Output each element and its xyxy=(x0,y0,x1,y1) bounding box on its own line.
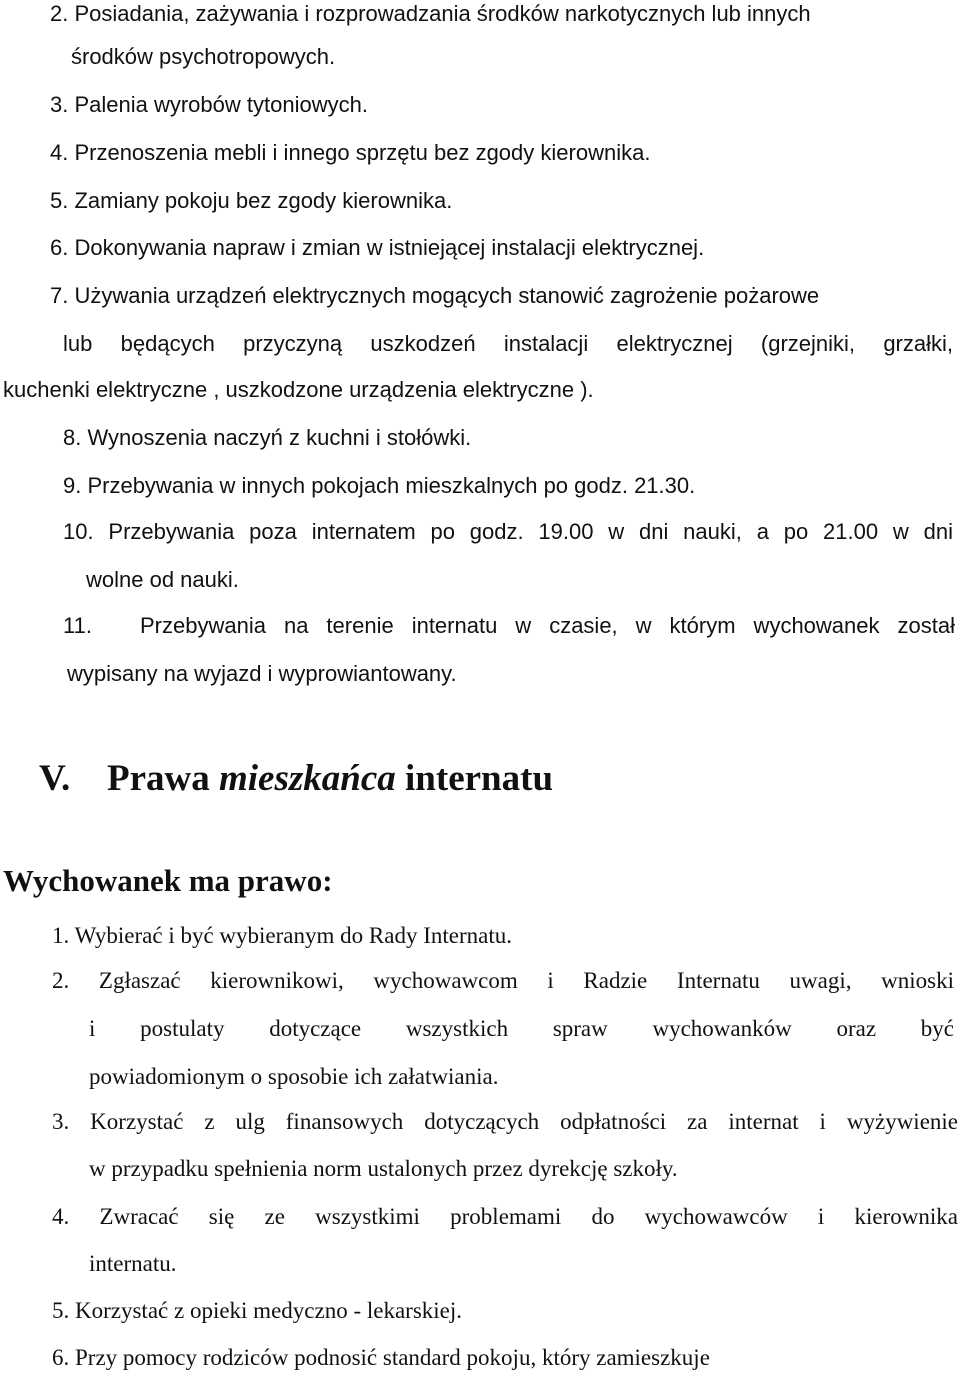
prohibition-item-5: 5. Zamiany pokoju bez zgody kierownika. xyxy=(50,188,453,213)
prohibition-item-7-line-2: lub będących przyczyną uszkodzeń instalacji elektrycznej (grzejniki, grzałki, xyxy=(63,331,953,356)
right-item-5: 5. Korzystać z opieki medyczno - lekarskiej. xyxy=(52,1298,463,1323)
right-item-4-line-1: 4. Zwracać się ze wszystkimi problemami do wychowawców i kierownika xyxy=(52,1204,958,1229)
right-item-3-line-2: w przypadku spełnienia norm ustalonych przez dyrekcję szkoły. xyxy=(89,1156,678,1181)
section-title-end: internatu xyxy=(395,758,554,799)
prohibition-item-2-line-2: środków psychotropowych. xyxy=(71,44,336,69)
right-item-1: 1. Wybierać i być wybieranym do Rady Internatu. xyxy=(52,923,512,948)
rights-subheading: Wychowanek ma prawo: xyxy=(3,863,333,898)
right-item-3-line-1: 3. Korzystać z ulg finansowych dotyczących odpłatności za internat i wyżywienie xyxy=(52,1109,958,1134)
right-item-2-line-2: i postulaty dotyczące wszystkich spraw wychowanków oraz być xyxy=(89,1016,954,1041)
prohibition-item-11-number: 11. xyxy=(63,613,92,638)
prohibition-item-8: 8. Wynoszenia naczyń z kuchni i stołówki. xyxy=(63,425,472,450)
prohibition-item-7-line-3: kuchenki elektryczne , uszkodzone urządzenia elektryczne ). xyxy=(3,377,594,402)
prohibition-item-11-line-2: wypisany na wyjazd i wyprowiantowany. xyxy=(67,661,457,686)
right-item-6: 6. Przy pomocy rodziców podnosić standard pokoju, który zamieszkuje xyxy=(52,1345,710,1370)
prohibition-item-7-line-1: 7. Używania urządzeń elektrycznych mogących stanowić zagrożenie pożarowe xyxy=(50,283,820,308)
prohibition-item-10-line-2: wolne od nauki. xyxy=(86,567,239,592)
prohibition-item-10-line-1: 10. Przebywania poza internatem po godz. 19.00 w dni nauki, a po 21.00 w dni xyxy=(63,519,953,544)
right-item-2-line-3: powiadomionym o sposobie ich załatwiania. xyxy=(89,1064,499,1089)
section-heading xyxy=(39,757,553,801)
prohibition-item-4: 4. Przenoszenia mebli i innego sprzętu bez zgody kierownika. xyxy=(50,140,651,165)
prohibition-item-9: 9. Przebywania w innych pokojach mieszkalnych po godz. 21.30. xyxy=(63,473,696,498)
section-title-start: Prawa xyxy=(107,758,219,799)
prohibition-item-11-line-1: Przebywania na terenie internatu w czasie, w którym wychowanek został xyxy=(140,613,955,638)
prohibition-item-6: 6. Dokonywania napraw i zmian w istniejącej instalacji elektrycznej. xyxy=(50,235,705,260)
right-item-4-line-2: internatu. xyxy=(89,1251,177,1276)
section-number: V. xyxy=(39,758,71,799)
prohibition-item-3: 3. Palenia wyrobów tytoniowych. xyxy=(50,92,368,117)
prohibition-item-2-line-1: 2. Posiadania, zażywania i rozprowadzania środków narkotycznych lub innych xyxy=(50,1,811,26)
right-item-2-line-1: 2. Zgłaszać kierownikowi, wychowawcom i Radzie Internatu uwagi, wnioski xyxy=(52,968,954,993)
section-title-italic: mieszkańca xyxy=(219,758,396,799)
